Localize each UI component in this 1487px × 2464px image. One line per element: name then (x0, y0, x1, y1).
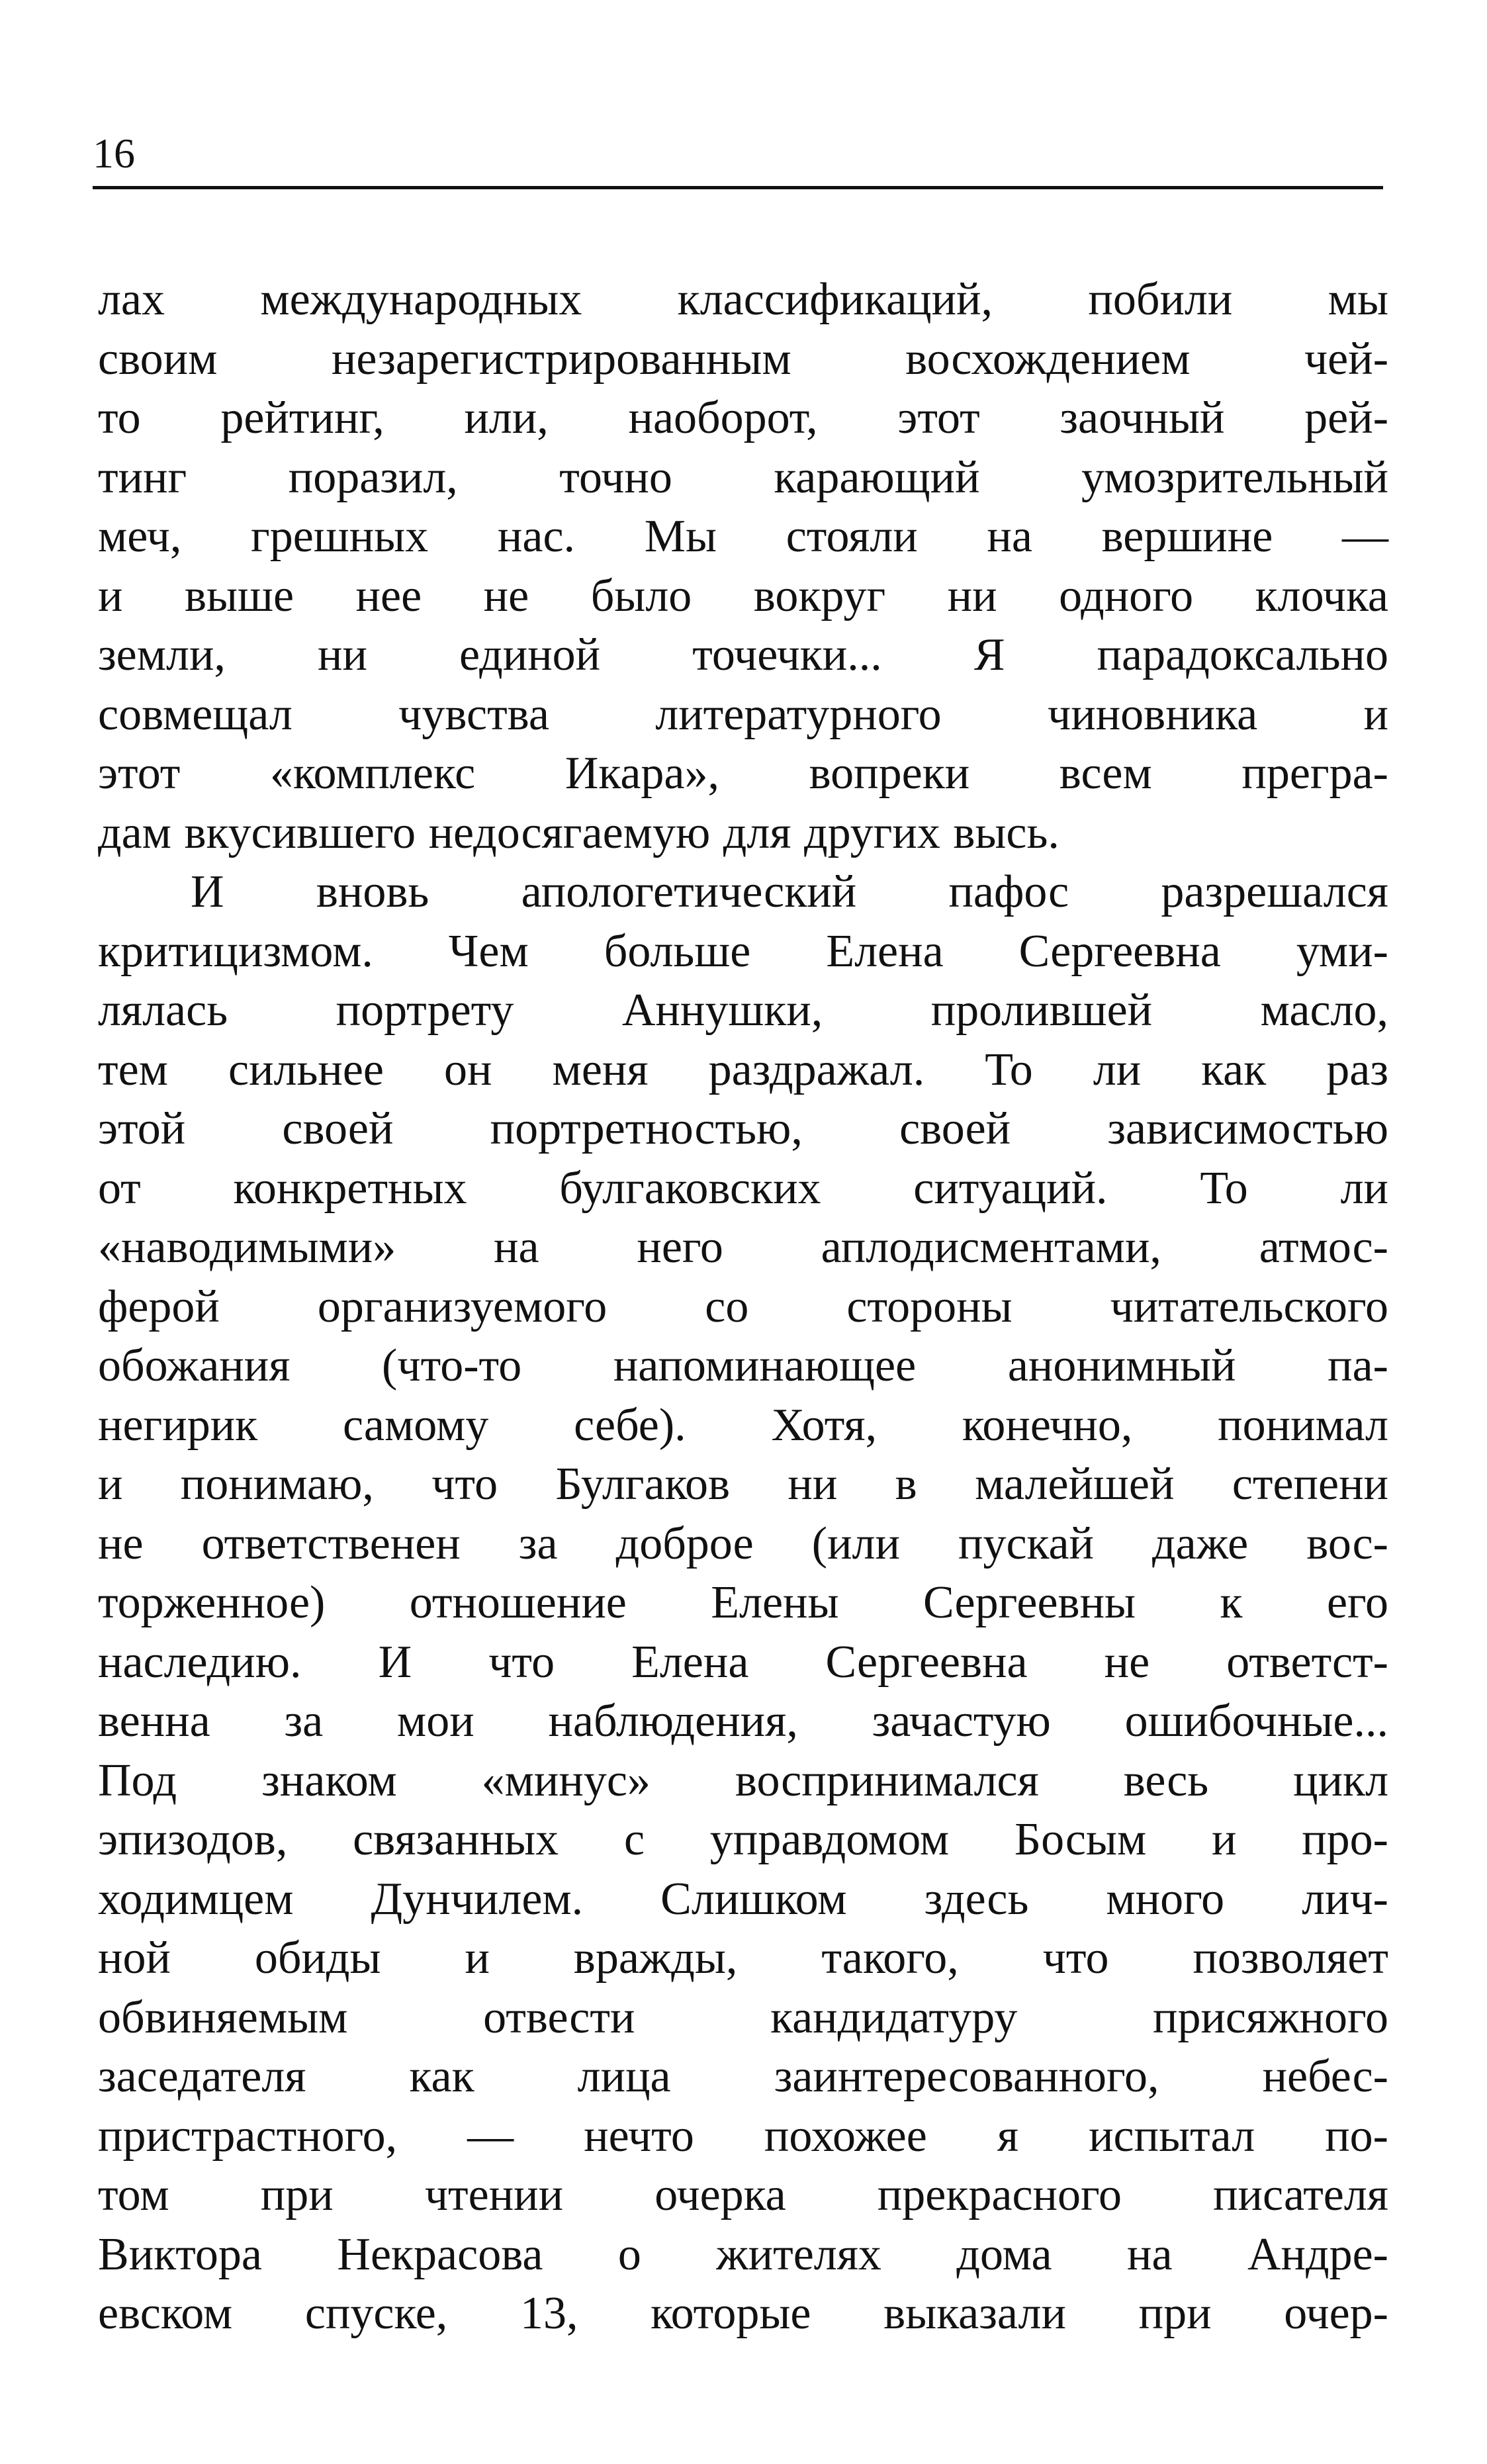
header-rule (93, 186, 1383, 189)
text-line: не ответственен за доброе (или пускай даже вос- (98, 1518, 1388, 1569)
text-line: земли, ни единой точечки... Я парадоксально (98, 629, 1388, 680)
text-line: евском спуске, 13, которые выказали при очер- (98, 2288, 1388, 2339)
text-line: ной обиды и вражды, такого, что позволяет (98, 1933, 1388, 1984)
text-line: то рейтинг, или, наоборот, этот заочный рей- (98, 392, 1388, 443)
text-line: своим незарегистрированным восхождением чей- (98, 333, 1388, 385)
text-line: лах международных классификаций, побили мы (98, 274, 1388, 325)
text-line: заседателя как лица заинтересованного, небес- (98, 2051, 1388, 2102)
text-line: обвиняемым отвести кандидатуру присяжного (98, 1991, 1388, 2043)
body-text (98, 270, 1388, 2344)
page-number: 16 (93, 130, 135, 177)
text-line: ходимцем Дунчилем. Слишком здесь много лич- (98, 1873, 1388, 1925)
text-line: совмещал чувства литературного чиновника и (98, 688, 1388, 740)
text-line: лялась портрету Аннушки, пролившей масло, (98, 985, 1388, 1036)
text-line: том при чтении очерка прекрасного писателя (98, 2169, 1388, 2220)
text-line: наследию. И что Елена Сергеевна не ответст- (98, 1636, 1388, 1688)
text-line: дам вкусившего недосягаемую для других высь. (98, 807, 1059, 858)
text-line: Под знаком «минус» воспринимался весь цикл (98, 1755, 1388, 1806)
text-line: обожания (что-то напоминающее анонимный па- (98, 1340, 1388, 1391)
text-line: пристрастного, — нечто похожее я испытал по- (98, 2110, 1388, 2162)
text-line: и понимаю, что Булгаков ни в малейшей степени (98, 1459, 1388, 1510)
text-line: и выше нее не было вокруг ни одного клочка (98, 570, 1388, 621)
text-line: торженное) отношение Елены Сергеевны к его (98, 1577, 1388, 1628)
text-line: меч, грешных нас. Мы стояли на вершине — (98, 511, 1388, 562)
text-line: этот «комплекс Икара», вопреки всем прегра- (98, 748, 1388, 799)
text-line: тем сильнее он меня раздражал. То ли как раз (98, 1044, 1388, 1095)
text-line: негирик самому себе). Хотя, конечно, понимал (98, 1399, 1388, 1451)
text-line: венна за мои наблюдения, зачастую ошибочные... (98, 1696, 1388, 1747)
text-line: от конкретных булгаковских ситуаций. То ли (98, 1162, 1388, 1214)
text-line: эпизодов, связанных с управдомом Босым и про- (98, 1814, 1388, 1865)
text-line: критицизмом. Чем больше Елена Сергеевна уми- (98, 925, 1388, 977)
text-line: тинг поразил, точно карающий умозрительный (98, 451, 1388, 503)
text-line: И вновь апологетический пафос разрешался (191, 866, 1388, 917)
text-line: Виктора Некрасова о жителях дома на Андре- (98, 2228, 1388, 2280)
text-line: «наводимыми» на него аплодисментами, атмос- (98, 1222, 1388, 1273)
text-line: ферой организуемого со стороны читательского (98, 1281, 1388, 1332)
text-line: этой своей портретностью, своей зависимостью (98, 1103, 1388, 1154)
